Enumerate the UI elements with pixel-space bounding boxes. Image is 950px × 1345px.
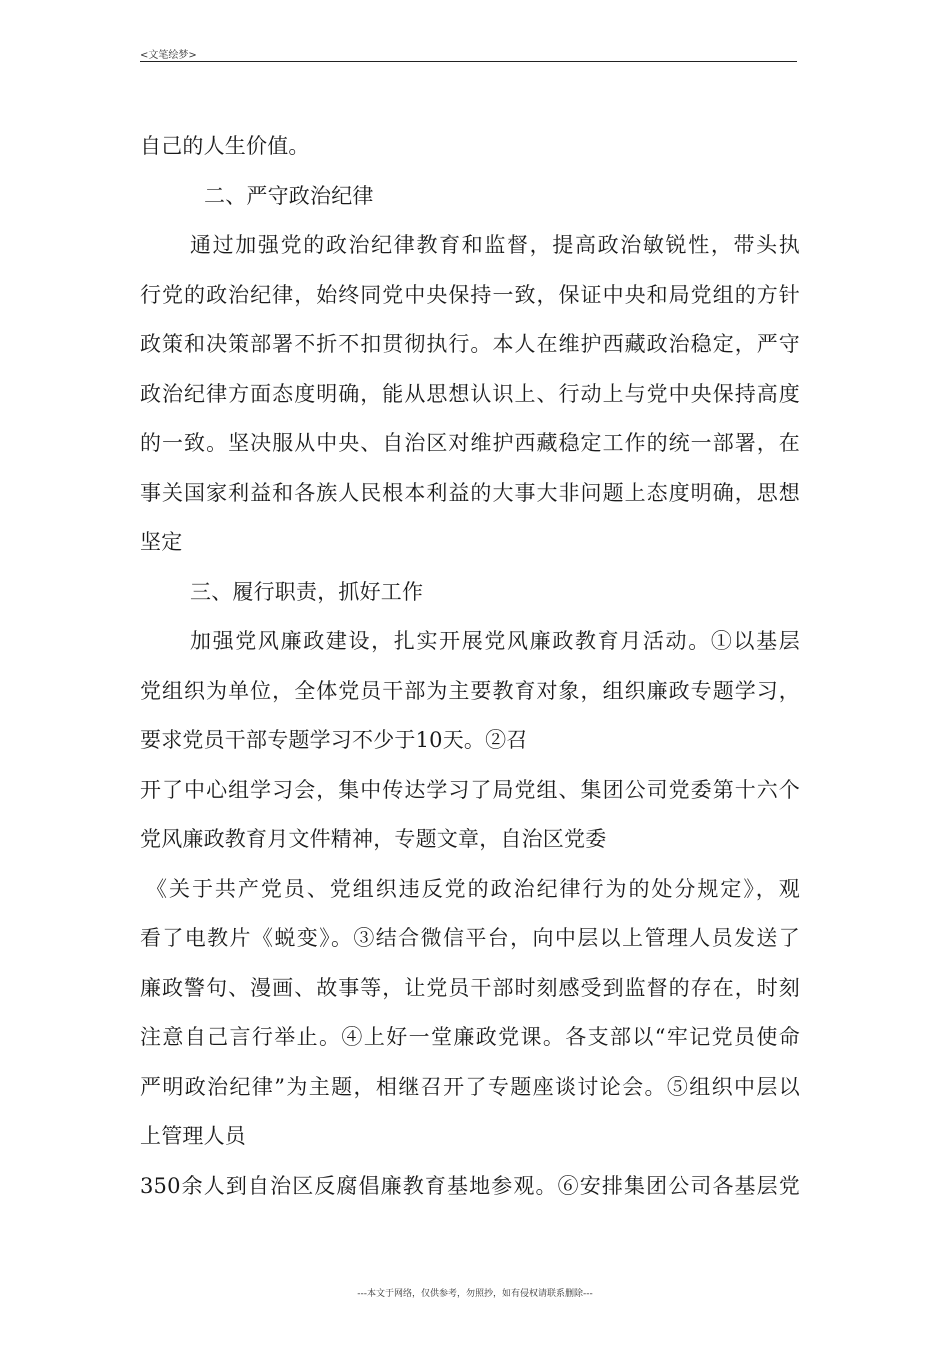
body-line: 党风廉政教育月文件精神，专题文章，自治区党委 xyxy=(140,827,607,851)
body-line: 行党的政治纪律，始终同党中央保持一致，保证中央和局党组的方针 xyxy=(140,282,800,307)
body-line: 自己的人生价值。 xyxy=(140,134,310,158)
body-line: 注意自己言行举止。④上好一堂廉政党课。各支部以“牢记党员使命 xyxy=(140,1025,800,1049)
body-line: 350余人到自治区反腐倡廉教育基地参观。⑥安排集团公司各基层党 xyxy=(140,1173,800,1198)
body-line: 廉政警句、漫画、故事等，让党员干部时刻感受到监督的存在，时刻 xyxy=(140,975,800,1000)
body-line: 加强党风廉政建设，扎实开展党风廉政教育月活动。①以基层 xyxy=(190,629,800,653)
header-rule xyxy=(140,61,797,62)
body-line: 事关国家利益和各族人民根本利益的大事大非问题上态度明确，思想 xyxy=(140,480,800,505)
body-line: 党组织为单位，全体党员干部为主要教育对象，组织廉政专题学习， xyxy=(140,678,800,703)
body-line: 看了电教片《蜕变》。③结合微信平台，向中层以上管理人员发送了 xyxy=(140,926,800,950)
body-line: 要求党员干部专题学习不少于10天。②召 xyxy=(140,728,528,752)
body-line: 通过加强党的政治纪律教育和监督，提高政治敏锐性，带头执 xyxy=(190,233,800,257)
body-line: 的一致。坚决服从中央、自治区对维护西藏稳定工作的统一部署，在 xyxy=(140,431,800,455)
body-line: 坚定 xyxy=(140,530,183,554)
header-label: <文笔绘梦> xyxy=(140,50,197,61)
body-line: 开了中心组学习会，集中传达学习了局党组、集团公司党委第十六个 xyxy=(140,777,800,802)
body-line: 上管理人员 xyxy=(140,1124,246,1148)
body-line: 严明政治纪律”为主题，相继召开了专题座谈讨论会。⑤组织中层以 xyxy=(140,1074,800,1099)
body-line: 《关于共产党员、党组织违反党的政治纪律行为的处分规定》，观 xyxy=(146,876,800,901)
body-line: 政治纪律方面态度明确，能从思想认识上、行动上与党中央保持高度 xyxy=(140,381,800,406)
body-line: 政策和决策部署不折不扣贯彻执行。本人在维护西藏政治稳定，严守 xyxy=(140,332,800,356)
section-heading: 三、履行职责，抓好工作 xyxy=(190,579,424,604)
section-heading: 二、严守政治纪律 xyxy=(204,183,374,208)
document-body xyxy=(140,126,800,1215)
footer-disclaimer: ---本文于网络，仅供参考，勿照抄，如有侵权请联系删除--- xyxy=(357,1289,593,1299)
